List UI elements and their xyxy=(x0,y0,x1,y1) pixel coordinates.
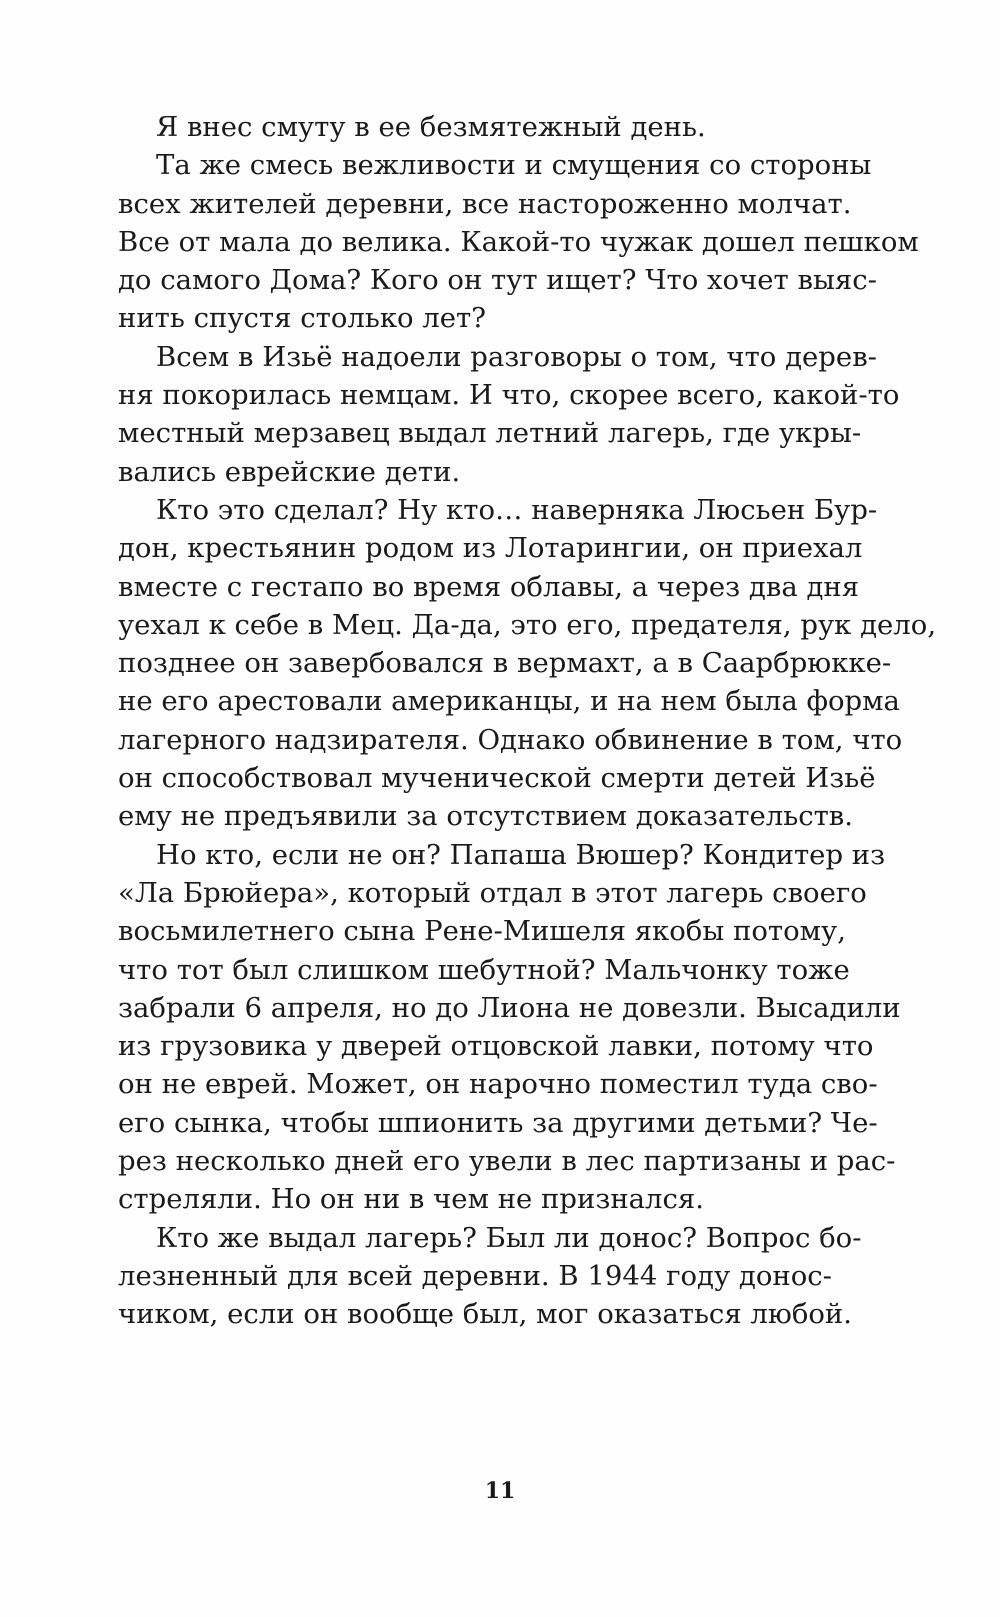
text-line: ня покорилась немцам. И что, скорее всего, какой-то xyxy=(118,379,900,412)
text-line: Все от мала до велика. Какой-то чужак дошел пешком xyxy=(118,225,919,258)
text-line: он не еврей. Может, он нарочно поместил туда сво- xyxy=(118,1068,878,1101)
text-line: что тот был слишком шебутной? Мальчонку тоже xyxy=(118,953,850,986)
text-line: лезненный для всей деревни. В 1944 году донос- xyxy=(118,1259,832,1292)
text-line: Я внес смуту в ее безмятежный день. xyxy=(156,111,706,143)
text-line: забрали 6 апреля, но до Лиона не довезли. Высадили xyxy=(118,991,901,1024)
text-line: «Ла Брюйера», который отдал в этот лагерь своего xyxy=(118,876,867,909)
text-line: рез несколько дней его увели в лес партизаны и рас- xyxy=(118,1145,896,1178)
text-line: позднее он завербовался в вермахт, а в Саарбрюкке- xyxy=(118,647,892,680)
text-line: восьмилетнего сына Рене-Мишеля якобы потому, xyxy=(118,915,846,948)
text-line: лагерного надзирателя. Однако обвинение в том, что xyxy=(118,723,903,756)
text-line: Та же смесь вежливости и смущения со стороны xyxy=(156,149,872,182)
text-line: Кто же выдал лагерь? Был ли донос? Вопрос бо- xyxy=(156,1221,862,1254)
body-text xyxy=(118,108,937,1334)
text-line: вались еврейские дети. xyxy=(118,455,461,488)
text-line: уехал к себе в Мец. Да-да, это его, предателя, рук дело, xyxy=(118,608,937,641)
text-line: Но кто, если не он? Папаша Вюшер? Кондитер из xyxy=(156,838,886,871)
text-line: вместе с гестапо во время облавы, а через два дня xyxy=(118,570,860,603)
text-line: ему не предъявили за отсутствием доказательств. xyxy=(118,800,854,833)
text-line: до самого Дома? Кого он тут ищет? Что хочет выяс- xyxy=(118,264,877,297)
text-line: дон, крестьянин родом из Лотарингии, он приехал xyxy=(118,532,863,565)
text-line: всех жителей деревни, все настороженно молчат. xyxy=(118,187,852,220)
text-line: он способствовал мученической смерти детей Изьё xyxy=(118,762,876,795)
page-number: 11 xyxy=(484,1478,516,1504)
text-line: местный мерзавец выдал летний лагерь, где укры- xyxy=(118,417,862,450)
text-line: не его арестовали американцы, и на нем была форма xyxy=(118,685,900,718)
text-line: стреляли. Но он ни в чем не признался. xyxy=(118,1183,704,1216)
text-line: его сынка, чтобы шпионить за другими детьми? Че- xyxy=(118,1106,878,1139)
text-line: чиком, если он вообще был, мог оказаться любой. xyxy=(118,1298,853,1331)
text-line: Всем в Изьё надоели разговоры о том, что дерев- xyxy=(156,340,877,373)
text-line: из грузовика у дверей отцовской лавки, потому что xyxy=(118,1030,874,1063)
text-line: нить спустя столько лет? xyxy=(118,302,487,335)
text-line: Кто это сделал? Ну кто… наверняка Люсьен Бур- xyxy=(156,493,878,526)
